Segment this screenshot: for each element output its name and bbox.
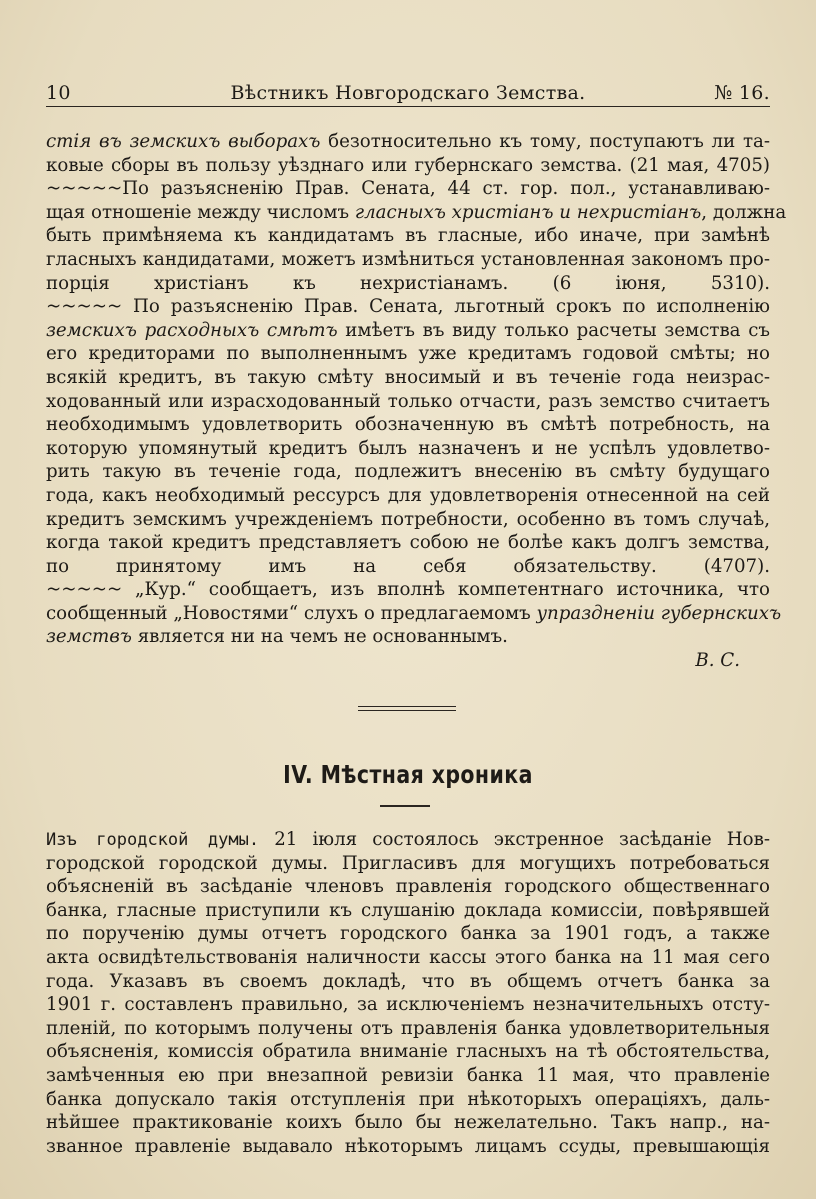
text-segment: городской городской думы. Пригласивъ для могущихъ потребоваться <box>46 852 770 874</box>
text-segment: является ни на чемъ не основаннымъ. <box>131 626 508 648</box>
text-line <box>46 154 770 178</box>
text-segment: сообщенный „Новостями“ слухъ о предлагаемомъ <box>46 602 537 624</box>
text-line <box>46 531 770 555</box>
italic-phrase: упраздненіи губернскихъ <box>536 602 782 624</box>
text-line <box>46 201 787 225</box>
text-segment: ходованный или израсходованный только отчасти, разъ земство считаетъ <box>46 390 770 412</box>
text-segment: всякій кредитъ, въ такую смѣту вносимый и въ теченіе года неизрас- <box>46 366 770 388</box>
text-segment: необходимымъ удовлетворить обозначенную въ смѣтѣ потребность, на <box>46 414 770 436</box>
text-line <box>46 578 770 602</box>
text-segment: безотносительно къ тому, поступаютъ ли та- <box>320 131 771 152</box>
section-divider-ornament <box>358 706 456 714</box>
text-segment: имѣетъ въ виду только расчеты земства съ <box>337 319 770 341</box>
heading-rule <box>380 805 430 807</box>
text-line <box>46 319 770 343</box>
news-digest-section <box>46 130 787 673</box>
text-line <box>46 1040 770 1064</box>
text-segment: банка, гласные приступили къ слушанію доклада комиссіи, повѣрявшей <box>46 899 770 921</box>
text-segment: кредитъ земскимъ учрежденіемъ потребности, особенно въ томъ случаѣ, <box>46 508 770 530</box>
text-segment: когда такой кредитъ представляетъ собою не болѣе какъ долгъ земства, <box>46 532 770 554</box>
text-segment: щая отношеніе между числомъ <box>46 201 355 223</box>
run-in-heading: Изъ городской думы. <box>46 830 260 850</box>
text-line <box>46 1135 770 1159</box>
text-segment: пленій, по которымъ получены отъ правленія банка удовлетворительныя <box>46 1017 770 1039</box>
text-segment: ~~~~~По разъясненію Прав. Сената, 44 ст. гор. пол., устанавливаю- <box>46 178 770 200</box>
text-line <box>46 1064 770 1088</box>
text-line <box>46 1111 770 1135</box>
text-segment: по порученію думы отчетъ городского банка за 1901 годъ, а также <box>46 923 770 945</box>
text-segment: замѣченныя ею при внезапной ревизіи банка 11 мая, что правленіе <box>46 1064 770 1086</box>
text-segment: акта освидѣтельствованія наличности кассы этого банка на 11 мая сего <box>46 946 770 968</box>
text-line <box>46 946 770 970</box>
text-segment: которую упомянутый кредитъ былъ назначенъ и не успѣлъ удовлетво- <box>46 437 770 459</box>
text-line <box>46 272 770 296</box>
text-segment: гласныхъ кандидатами, можетъ измѣниться установленная закономъ про- <box>46 248 770 270</box>
text-line <box>46 366 770 390</box>
text-segment: нѣйшее практикованіе коихъ было бы нежелательно. Такъ напр., на- <box>46 1112 770 1134</box>
text-segment: объясненія, комиссія обратила вниманіе гласныхъ на тѣ обстоятельства, <box>46 1041 770 1063</box>
local-chronicle-section <box>46 828 770 1158</box>
text-segment: ~~~~~ По разъясненію Прав. Сената, льготный срокъ по исполненію <box>46 296 770 318</box>
issue-number: № 16. <box>714 82 770 104</box>
text-line <box>46 413 770 437</box>
text-line <box>46 1088 770 1112</box>
author-signature: В. С. <box>695 650 740 672</box>
text-segment: порція христіанъ къ нехристіанамъ. (6 іюня, 5310). <box>46 272 770 294</box>
journal-title: Вѣстникъ Новгородскаго Земства. <box>230 82 586 104</box>
text-segment: быть примѣняема къ кандидатамъ въ гласные, ибо иначе, при замѣнѣ <box>46 225 770 247</box>
text-segment: 21 іюля состоялось экстренное засѣданіе Нов- <box>259 829 770 850</box>
text-line <box>46 130 770 154</box>
text-line <box>46 852 770 876</box>
text-segment: объясненій въ засѣданіе членовъ правленія городского общественнаго <box>46 876 770 898</box>
text-line <box>46 484 770 508</box>
text-line <box>46 177 770 201</box>
section-heading: IV. Мѣстная хроника <box>283 760 533 789</box>
italic-phrase: гласныхъ христіанъ и нехристіанъ <box>354 201 702 223</box>
text-line <box>46 460 770 484</box>
italic-phrase: стія въ земскихъ выборахъ <box>46 131 321 152</box>
text-segment: банка допускало такія отступленія при нѣкоторыхъ операціяхъ, даль- <box>46 1088 770 1110</box>
text-segment: 1901 г. составленъ правильно, за исключеніемъ незначительныхъ отсту- <box>46 994 770 1016</box>
text-line <box>46 970 770 994</box>
text-line <box>46 342 770 366</box>
text-line <box>46 508 770 532</box>
text-line <box>46 922 770 946</box>
text-segment: , должна <box>701 201 787 223</box>
text-segment: года. Указавъ въ своемъ докладѣ, что въ общемъ отчетъ банка за <box>46 970 770 992</box>
text-line <box>46 248 770 272</box>
text-line <box>46 555 770 579</box>
text-segment: его кредиторами по выполненнымъ уже кредитамъ годовой смѣты; но <box>46 343 770 365</box>
text-line <box>46 602 782 626</box>
italic-phrase: земствъ <box>46 626 132 648</box>
text-segment: рить такую въ теченіе года, подлежитъ внесенію въ смѣту будущаго <box>46 461 770 483</box>
italic-phrase: земскихъ расходныхъ смѣтъ <box>46 319 338 341</box>
text-segment: ковые сборы въ пользу уѣзднаго или губернскаго земства. (21 мая, 4705) <box>46 154 770 176</box>
text-line <box>46 390 770 414</box>
text-segment: по принятому имъ на себя обязательству. (4707). <box>46 555 770 577</box>
page-number: 10 <box>46 82 71 104</box>
text-line <box>46 993 770 1017</box>
header-rule <box>46 106 770 107</box>
text-segment: года, какъ необходимый рессурсъ для удовлетворенія отнесенной на сей <box>46 484 770 506</box>
text-line <box>46 295 770 319</box>
text-line <box>46 875 770 899</box>
text-line <box>46 1017 770 1041</box>
text-line <box>46 899 770 923</box>
text-line <box>46 437 770 461</box>
text-line <box>46 224 770 248</box>
text-line <box>46 828 770 852</box>
text-line <box>46 625 770 649</box>
text-segment: ~~~~~ „Кур.“ сообщаетъ, изъ вполнѣ компетентнаго источника, что <box>46 579 770 601</box>
text-segment: званное правленіе выдавало нѣкоторымъ лицамъ ссуды, превышающія <box>46 1135 770 1157</box>
